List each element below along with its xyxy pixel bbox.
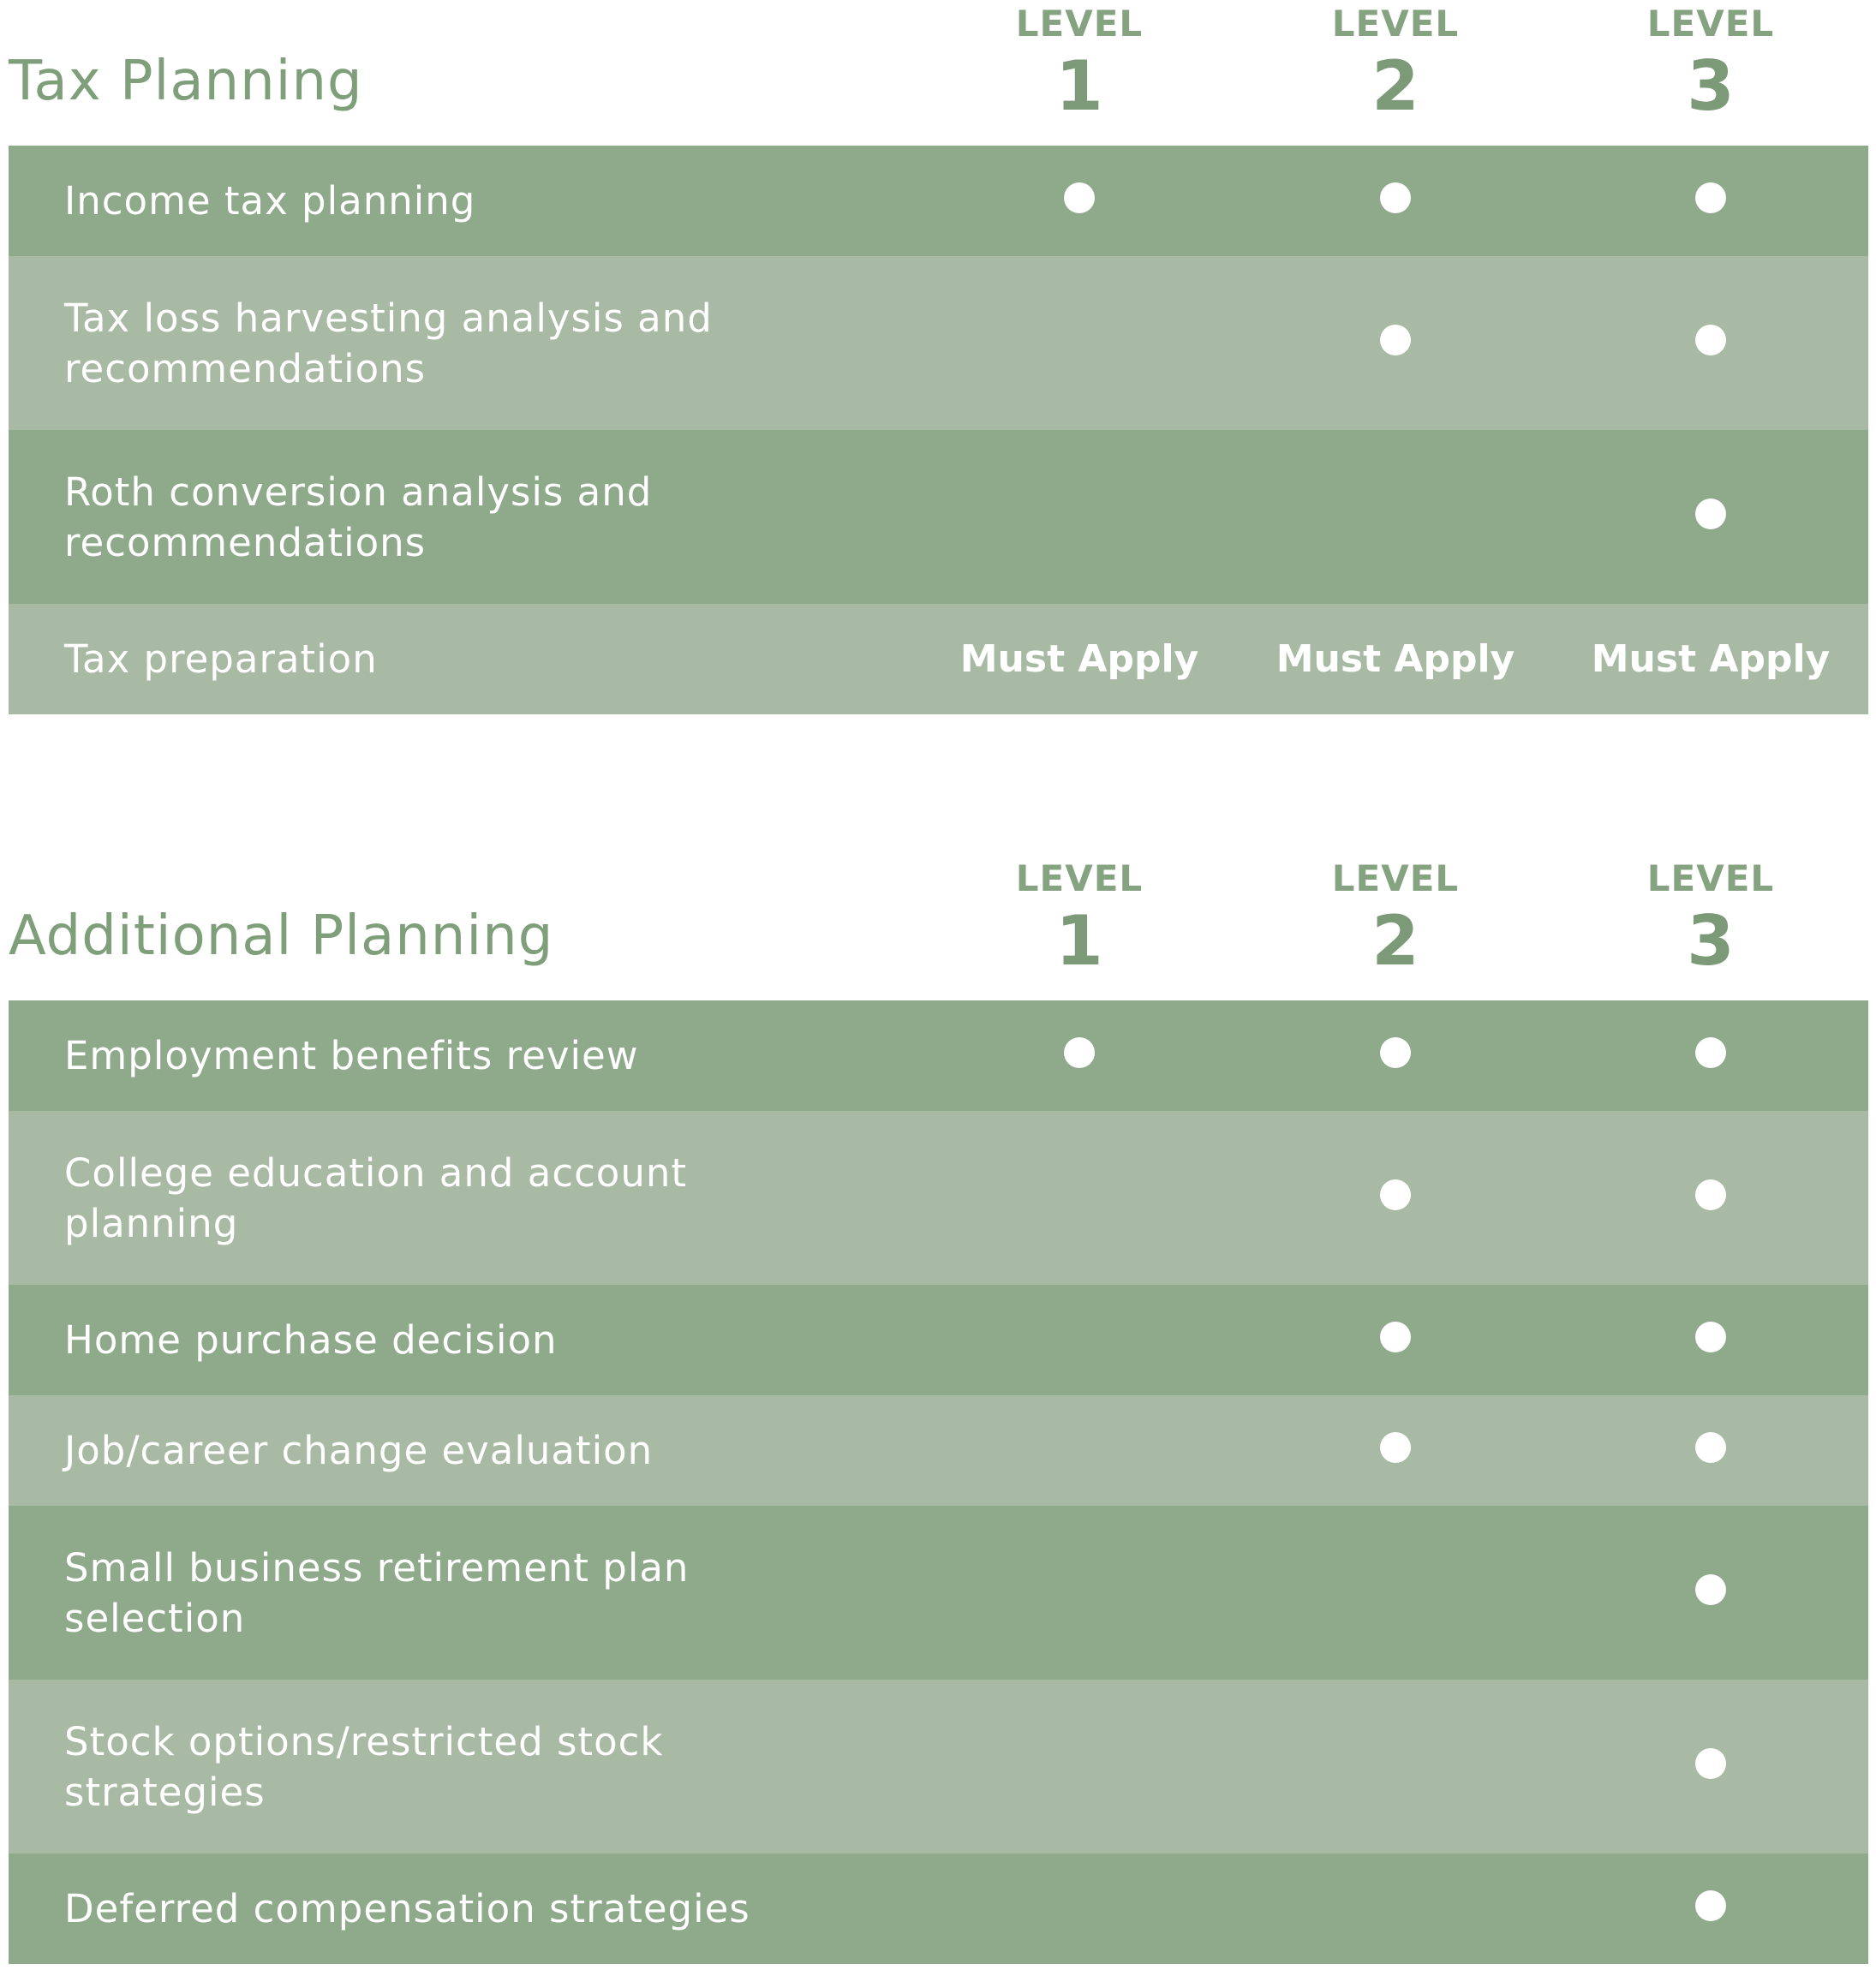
included-dot-icon (1695, 1037, 1726, 1068)
level-1-cell (925, 146, 1234, 256)
level-word: LEVEL (1015, 857, 1144, 899)
row-label: Employment benefits review (64, 1033, 639, 1078)
table-row (9, 1395, 1868, 1506)
row-label: Income tax planning (64, 178, 476, 224)
level-number: 2 (1371, 901, 1419, 981)
level-2-header (1267, 855, 1524, 980)
level-3-cell (1556, 1285, 1865, 1395)
level-number: 3 (1687, 901, 1735, 981)
included-dot-icon (1380, 1179, 1411, 1210)
level-2-header (1267, 0, 1524, 125)
row-label: Tax preparation (64, 636, 378, 682)
table-row (9, 1680, 1868, 1854)
included-dot-icon (1380, 1322, 1411, 1352)
included-dot-icon (1380, 1432, 1411, 1463)
section-header (9, 0, 1868, 146)
included-dot-icon (1695, 1322, 1726, 1352)
must-apply-label: Must Apply (1276, 637, 1515, 681)
additional-planning-section (9, 855, 1868, 1964)
level-3-cell (1556, 1000, 1865, 1111)
level-number: 2 (1371, 46, 1419, 126)
level-1-cell (925, 1000, 1234, 1111)
level-1-cell (925, 1506, 1234, 1680)
table-row (9, 1111, 1868, 1285)
level-2-cell (1241, 256, 1550, 430)
section-title: Additional Planning (9, 904, 554, 968)
included-dot-icon (1064, 182, 1095, 213)
level-1-header (951, 855, 1208, 980)
row-label: Job/career change evaluation (64, 1428, 654, 1473)
level-2-cell (1241, 430, 1550, 604)
row-label: Deferred compensation strategies (64, 1886, 750, 1931)
included-dot-icon (1695, 498, 1726, 529)
included-dot-icon (1695, 325, 1726, 355)
level-2-cell (1241, 146, 1550, 256)
included-dot-icon (1695, 1179, 1726, 1210)
table-row (9, 430, 1868, 604)
level-2-cell (1241, 1680, 1550, 1854)
level-3-cell (1556, 430, 1865, 604)
included-dot-icon (1380, 325, 1411, 355)
included-dot-icon (1695, 182, 1726, 213)
table-row (9, 146, 1868, 256)
level-1-cell (925, 1854, 1234, 1964)
row-label: College education and account planning (64, 1149, 688, 1246)
level-1-cell (925, 1111, 1234, 1285)
row-label: Small business retirement plan selection (64, 1544, 690, 1641)
included-dot-icon (1695, 1574, 1726, 1605)
row-label: Roth conversion analysis and recommendations (64, 469, 653, 565)
level-3-cell (1556, 1854, 1865, 1964)
level-word: LEVEL (1015, 3, 1144, 45)
level-2-cell (1241, 604, 1550, 714)
level-word: LEVEL (1331, 857, 1460, 899)
table-row (9, 1285, 1868, 1395)
level-3-cell (1556, 146, 1865, 256)
level-word: LEVEL (1646, 857, 1775, 899)
level-3-cell (1556, 1395, 1865, 1506)
level-2-cell (1241, 1000, 1550, 1111)
table-row (9, 256, 1868, 430)
must-apply-label: Must Apply (959, 637, 1199, 681)
level-2-cell (1241, 1111, 1550, 1285)
included-dot-icon (1380, 182, 1411, 213)
row-label: Stock options/restricted stock strategies (64, 1718, 664, 1815)
level-number: 1 (1055, 901, 1103, 981)
level-1-cell (925, 604, 1234, 714)
level-3-header (1582, 0, 1839, 125)
included-dot-icon (1064, 1037, 1095, 1068)
level-3-header (1582, 855, 1839, 980)
level-2-cell (1241, 1395, 1550, 1506)
table-row (9, 604, 1868, 714)
level-3-cell (1556, 1506, 1865, 1680)
level-1-cell (925, 1680, 1234, 1854)
row-label: Tax loss harvesting analysis and recommendations (64, 295, 713, 391)
must-apply-label: Must Apply (1591, 637, 1831, 681)
level-1-cell (925, 1285, 1234, 1395)
included-dot-icon (1695, 1432, 1726, 1463)
tax-planning-section (9, 0, 1868, 714)
included-dot-icon (1695, 1890, 1726, 1921)
level-word: LEVEL (1331, 3, 1460, 45)
section-title: Tax Planning (9, 50, 363, 113)
included-dot-icon (1380, 1037, 1411, 1068)
table-row (9, 1000, 1868, 1111)
included-dot-icon (1695, 1748, 1726, 1779)
level-3-cell (1556, 604, 1865, 714)
level-3-cell (1556, 256, 1865, 430)
level-2-cell (1241, 1285, 1550, 1395)
level-word: LEVEL (1646, 3, 1775, 45)
level-3-cell (1556, 1111, 1865, 1285)
table-row (9, 1854, 1868, 1964)
level-number: 3 (1687, 46, 1735, 126)
row-label: Home purchase decision (64, 1317, 558, 1363)
level-1-cell (925, 1395, 1234, 1506)
level-number: 1 (1055, 46, 1103, 126)
section-header (9, 855, 1868, 1000)
level-1-cell (925, 256, 1234, 430)
table-row (9, 1506, 1868, 1680)
level-1-cell (925, 430, 1234, 604)
level-1-header (951, 0, 1208, 125)
level-2-cell (1241, 1506, 1550, 1680)
level-3-cell (1556, 1680, 1865, 1854)
level-2-cell (1241, 1854, 1550, 1964)
